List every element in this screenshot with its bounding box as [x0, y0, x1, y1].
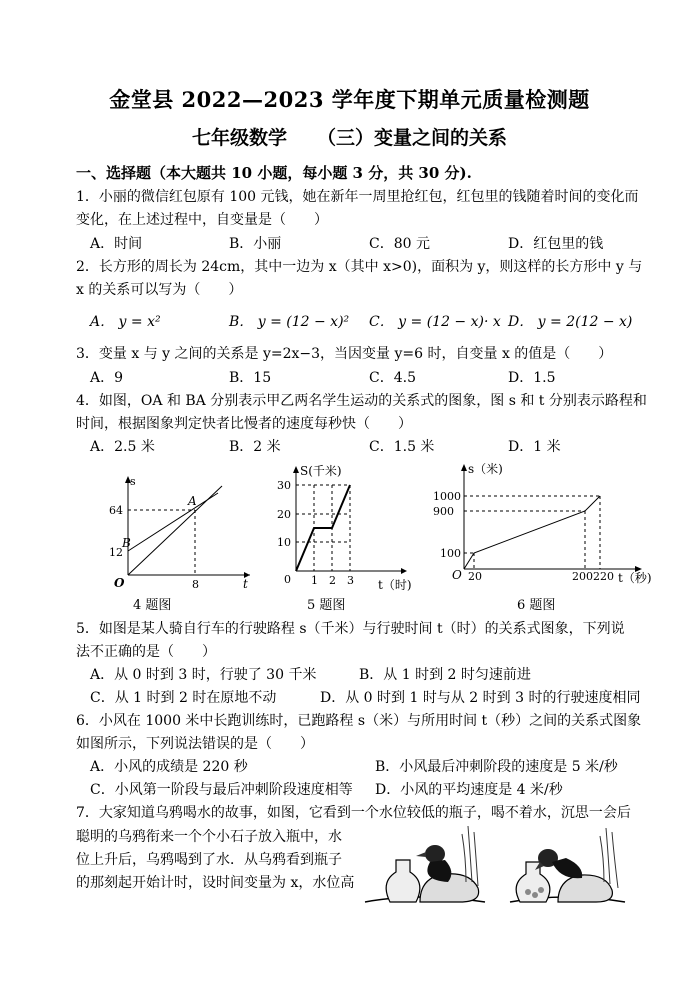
crow-head-icon-left [425, 845, 445, 863]
q4-option-b: B．2 米 [229, 439, 281, 455]
fig5-ytick-20: 20 [277, 508, 291, 521]
fig5-xtick-1: 1 [311, 574, 318, 587]
q1-option-b: B．小丽 [229, 236, 282, 252]
fig6-xtick-200: 200 [572, 570, 593, 583]
fig5-ytick-30: 30 [277, 479, 291, 492]
subtitle-grade: 七年级数学 [191, 127, 287, 149]
q5-stem-line2: 法不正确的是（ ） [76, 644, 216, 660]
fig5-line [296, 485, 350, 571]
q7-stem-line1: 7．大家知道乌鸦喝水的故事，如图，它看到一个水位较低的瓶子，喝不着水，沉思一会后 [76, 805, 631, 821]
q5-option-d: D．从 0 时到 1 时与从 2 时到 3 时的行驶速度相同 [320, 690, 641, 706]
q4-stem-line1: 4．如图，OA 和 BA 分别表示甲乙两名学生运动的关系式的图象，图 s 和 t 分别表示路程和 [76, 393, 647, 409]
figure-6-graph [430, 458, 665, 593]
q2-option-b: B． y = (12 − x)² [229, 314, 350, 330]
fig4-point-a: A [188, 494, 197, 508]
q3-option-c: C．4.5 [369, 370, 416, 386]
fig6-xtick-220: 220 [593, 570, 614, 583]
page-title: 金堂县 2022—2023 学年度下期单元质量检测题 [109, 87, 590, 112]
page-subtitle [0, 123, 699, 150]
q4-stem-line2: 时间，根据图象判定快者比慢者的速度每秒快（ ） [76, 416, 412, 432]
q3-option-d: D．1.5 [508, 370, 556, 386]
fig4-origin: O [114, 576, 125, 590]
crow-drinking-illustration [360, 822, 628, 908]
q3-stem: 3．变量 x 与 y 之间的关系是 y=2x−3，当因变量 y=6 时，自变量 x 的值是（ ） [76, 346, 613, 362]
fig6-line [464, 496, 600, 569]
fig6-xtick-20: 20 [468, 570, 482, 583]
q2-option-c: C． y = (12 − x)· x [369, 314, 501, 330]
fig6-ytick-1000: 1000 [433, 490, 461, 503]
q6-option-b: B．小风最后冲刺阶段的速度是 5 米/秒 [375, 759, 618, 775]
q5-option-b: B．从 1 时到 2 时匀速前进 [359, 667, 531, 683]
fig5-x-label: t（时) [378, 578, 412, 592]
q2-option-a: A． y = x² [90, 314, 161, 330]
crow-scene-left [365, 826, 485, 902]
q2-option-d: D． y = 2(12 − x) [508, 314, 633, 330]
q5-option-a: A．从 0 时到 3 时，行驶了 30 千米 [90, 667, 317, 683]
q6-stem-line2: 如图所示，下列说法错误的是（ ） [76, 736, 314, 752]
fig4-tick-64: 64 [109, 504, 123, 517]
fig5-ytick-10: 10 [277, 536, 291, 549]
fig4-point-b: B [122, 536, 131, 550]
figure-5-graph [270, 458, 420, 596]
fig4-y-label: s [130, 475, 136, 488]
fig6-origin: O [452, 568, 462, 582]
q4-option-d: D．1 米 [508, 439, 561, 455]
q2-stem-line1: 2．长方形的周长为 24cm，其中一边为 x（其中 x>0)，面积为 y，则这样的长方形中 y 与 [76, 259, 643, 275]
figure-5-caption: 5 题图 [307, 598, 346, 613]
fig5-y-arrow [293, 466, 299, 473]
crow-body-icon-right [552, 858, 582, 878]
fig4-line-ba [128, 493, 218, 551]
fig5-origin: 0 [284, 573, 291, 586]
q5-option-c: C．从 1 时到 2 时在原地不动 [90, 690, 277, 706]
fig6-ytick-100: 100 [440, 547, 461, 560]
fig5-y-label: S(千米) [300, 464, 342, 478]
figure-4-graph [100, 468, 260, 593]
q5-stem-line1: 5．如图是某人骑自行车的行驶路程 s（千米）与行驶时间 t（时）的关系式图象，下列说 [76, 621, 625, 637]
q6-stem-line1: 6．小风在 1000 米中长跑训练时，已跑路程 s（米）与所用时间 t（秒）之间的关系式图象 [76, 713, 642, 729]
q7-stem-line3: 位上升后，乌鸦喝到了水．从乌鸦看到瓶子 [76, 852, 342, 868]
fig5-xtick-3: 3 [347, 574, 354, 587]
q7-stem-line2: 聪明的乌鸦衔来一个个小石子放入瓶中，水 [76, 829, 342, 845]
fig5-x-arrow [401, 568, 407, 574]
figure-4-caption: 4 题图 [133, 598, 172, 613]
fig6-y-arrow [461, 464, 467, 471]
q2-stem-line2: x 的关系可以写为（ ） [76, 282, 243, 298]
q6-option-a: A．小风的成绩是 220 秒 [90, 759, 248, 775]
figure-6-caption: 6 题图 [517, 598, 556, 613]
fig4-x-label: t [243, 577, 248, 591]
bottle-icon-left [386, 860, 420, 902]
q1-option-a: A．时间 [90, 236, 143, 252]
q1-stem-line1: 1．小丽的微信红包原有 100 元钱，她在新年一周里抢红包，红包里的钱随着时间的变化而 [76, 189, 639, 205]
fig4-tick-8: 8 [192, 578, 199, 591]
q3-option-b: B．15 [229, 370, 272, 386]
crow-scene-right [510, 828, 625, 902]
fig6-y-label: s（米) [468, 462, 503, 476]
fig4-tick-12: 12 [109, 546, 123, 559]
subtitle-unit: （三）变量之间的关系 [317, 127, 508, 149]
fig6-ytick-900: 900 [433, 505, 454, 518]
q3-option-a: A．9 [90, 370, 124, 386]
q1-stem-line2: 变化，在上述过程中，自变量是（ ） [76, 212, 328, 228]
q4-option-a: A．2.5 米 [90, 439, 155, 455]
section-heading: 一、选择题（本大题共 10 小题，每小题 3 分，共 30 分). [76, 164, 472, 182]
q7-stem-line4: 的那刻起开始计时，设时间变量为 x，水位高 [76, 875, 355, 891]
q6-option-c: C．小风第一阶段与最后冲刺阶段速度相等 [90, 782, 353, 798]
fig6-x-label: t（秒) [618, 571, 652, 585]
fig5-xtick-2: 2 [329, 574, 336, 587]
q1-option-d: D．红包里的钱 [508, 236, 604, 252]
q6-option-d: D．小风的平均速度是 4 米/秒 [375, 782, 563, 798]
q1-option-c: C．80 元 [369, 236, 430, 252]
q4-option-c: C．1.5 米 [369, 439, 435, 455]
